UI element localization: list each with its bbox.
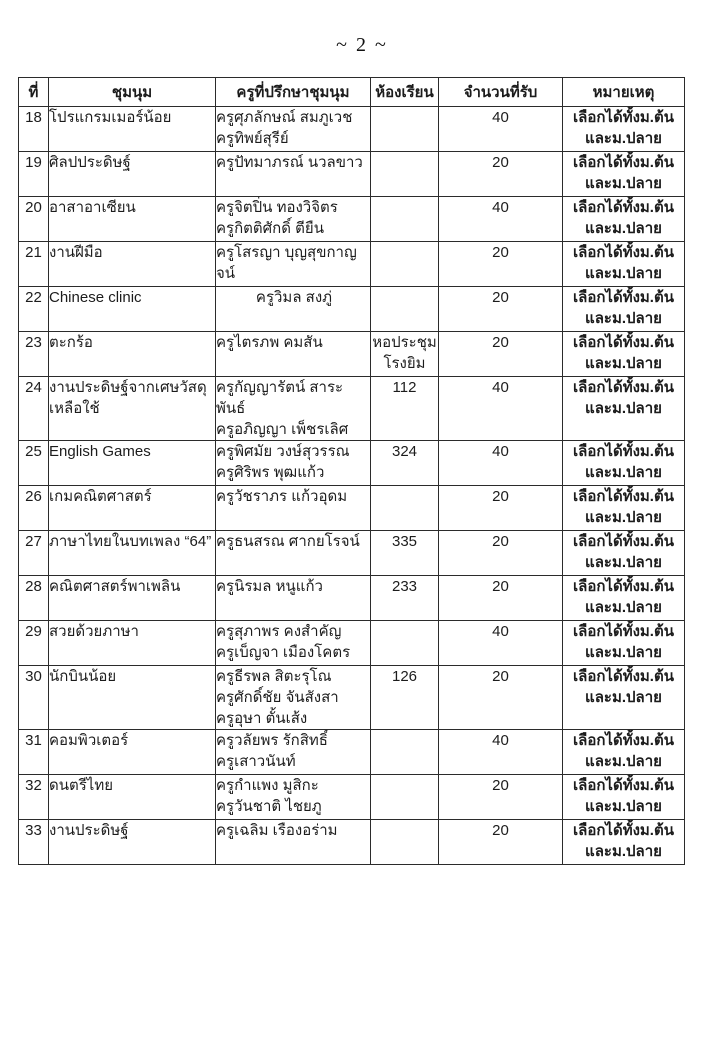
row-number-cell: 24 (19, 377, 49, 441)
table-row (19, 152, 685, 197)
advisor-teachers-cell (216, 730, 371, 775)
club-name-cell: งานฝีมือ (49, 242, 216, 287)
table-row (19, 730, 685, 775)
advisor-teachers-cell (216, 531, 371, 576)
teacher-name: ครูจิตปิ่น ทองวิจิตร (216, 199, 338, 216)
advisor-teachers-cell (216, 287, 371, 332)
remark-cell (563, 287, 685, 332)
remark-cell (563, 197, 685, 242)
remark-line: เลือกได้ทั้งม.ต้น (573, 289, 674, 306)
remark-line: เลือกได้ทั้งม.ต้น (573, 488, 674, 505)
remark-line: และม.ปลาย (585, 689, 662, 706)
table-row (19, 242, 685, 287)
row-number-cell: 28 (19, 576, 49, 621)
classroom-line: หอประชุม (372, 334, 437, 351)
remark-line: และม.ปลาย (585, 798, 662, 815)
remark-line: และม.ปลาย (585, 175, 662, 192)
remark-line: เลือกได้ทั้งม.ต้น (573, 334, 674, 351)
club-name-cell: ดนตรีไทย (49, 775, 216, 820)
row-number-cell: 23 (19, 332, 49, 377)
table-row (19, 486, 685, 531)
table-row (19, 531, 685, 576)
remark-line: และม.ปลาย (585, 130, 662, 147)
capacity-cell: 40 (439, 730, 563, 775)
remark-line: และม.ปลาย (585, 509, 662, 526)
capacity-cell: 40 (439, 197, 563, 242)
advisor-teachers-cell (216, 377, 371, 441)
table-row (19, 107, 685, 152)
table-row (19, 820, 685, 865)
row-number-cell: 33 (19, 820, 49, 865)
classroom-cell (371, 775, 439, 820)
remark-line: และม.ปลาย (585, 599, 662, 616)
row-number-cell: 22 (19, 287, 49, 332)
remark-line: และม.ปลาย (585, 843, 662, 860)
teacher-name: ครูศุภลักษณ์ สมภูเวช (216, 109, 353, 126)
advisor-teachers-cell (216, 107, 371, 152)
remark-cell (563, 107, 685, 152)
capacity-cell: 40 (439, 377, 563, 441)
teacher-name: ครูไตรภพ คมสัน (216, 334, 323, 351)
remark-cell (563, 621, 685, 666)
classroom-line: 324 (391, 443, 418, 460)
capacity-cell: 40 (439, 621, 563, 666)
table-row (19, 197, 685, 242)
advisor-teachers-cell (216, 576, 371, 621)
capacity-cell: 20 (439, 287, 563, 332)
header-classroom: ห้องเรียน (371, 78, 439, 107)
teacher-name: ครูสุภาพร คงสำคัญ (216, 623, 342, 640)
advisor-teachers-cell (216, 441, 371, 486)
teacher-name: ครูวลัยพร รักสิทธิ์ (216, 732, 328, 749)
classroom-cell (371, 287, 439, 332)
capacity-cell: 20 (439, 152, 563, 197)
remark-line: เลือกได้ทั้งม.ต้น (573, 443, 674, 460)
table-row (19, 775, 685, 820)
capacity-cell: 20 (439, 820, 563, 865)
teacher-name: ครูอภิญญา เพ็ชรเลิศ (216, 421, 349, 438)
teacher-name: ครูนิรมล หนูแก้ว (216, 578, 323, 595)
row-number-cell: 20 (19, 197, 49, 242)
table-row (19, 666, 685, 730)
header-capacity: จำนวนที่รับ (439, 78, 563, 107)
remark-line: และม.ปลาย (585, 464, 662, 481)
row-number-cell: 30 (19, 666, 49, 730)
teacher-name: ครูธนสรณ ศากยโรจน์ (216, 533, 360, 550)
advisor-teachers-cell (216, 242, 371, 287)
remark-cell (563, 730, 685, 775)
remark-line: เลือกได้ทั้งม.ต้น (573, 154, 674, 171)
classroom-line: 335 (391, 533, 418, 550)
classroom-cell (371, 441, 439, 486)
advisor-teachers-cell (216, 775, 371, 820)
remark-line: เลือกได้ทั้งม.ต้น (573, 822, 674, 839)
header-no: ที่ (19, 78, 49, 107)
club-name-cell: งานประดิษฐ์ (49, 820, 216, 865)
row-number-cell: 27 (19, 531, 49, 576)
advisor-teachers-cell (216, 152, 371, 197)
header-club: ชุมนุม (49, 78, 216, 107)
row-number-cell: 32 (19, 775, 49, 820)
remark-line: และม.ปลาย (585, 753, 662, 770)
table-row (19, 621, 685, 666)
row-number-cell: 25 (19, 441, 49, 486)
remark-line: เลือกได้ทั้งม.ต้น (573, 777, 674, 794)
capacity-cell: 20 (439, 332, 563, 377)
header-remark: หมายเหตุ (563, 78, 685, 107)
remark-cell (563, 531, 685, 576)
row-number-cell: 31 (19, 730, 49, 775)
capacity-cell: 20 (439, 531, 563, 576)
remark-cell (563, 576, 685, 621)
capacity-cell: 20 (439, 486, 563, 531)
remark-cell (563, 242, 685, 287)
table-row (19, 377, 685, 441)
table-row (19, 332, 685, 377)
teacher-name: ครูวิมล สงภู่ (255, 289, 333, 306)
club-table-body (19, 107, 685, 865)
capacity-cell: 40 (439, 107, 563, 152)
row-number-cell: 29 (19, 621, 49, 666)
teacher-name: ครูกัญญารัตน์ สาระพันธ์ (216, 379, 344, 417)
advisor-teachers-cell (216, 332, 371, 377)
page-number: ~ 2 ~ (336, 34, 388, 56)
club-name-cell: งานประดิษฐ์จากเศษวัสดุเหลือใช้ (49, 377, 216, 441)
capacity-cell: 40 (439, 441, 563, 486)
classroom-line: 112 (392, 379, 417, 396)
club-name-cell: เกมคณิตศาสตร์ (49, 486, 216, 531)
club-name-cell: ศิลปประดิษฐ์ (49, 152, 216, 197)
table-header-row (19, 78, 685, 107)
remark-cell (563, 820, 685, 865)
advisor-teachers-cell (216, 486, 371, 531)
classroom-cell (371, 486, 439, 531)
classroom-cell (371, 197, 439, 242)
header-advisor: ครูที่ปรึกษาชุมนุม (216, 78, 371, 107)
row-number-cell: 19 (19, 152, 49, 197)
remark-line: เลือกได้ทั้งม.ต้น (573, 623, 674, 640)
remark-line: เลือกได้ทั้งม.ต้น (573, 533, 674, 550)
club-name-cell: สวยด้วยภาษา (49, 621, 216, 666)
remark-line: เลือกได้ทั้งม.ต้น (573, 244, 674, 261)
remark-cell (563, 666, 685, 730)
remark-line: เลือกได้ทั้งม.ต้น (573, 109, 674, 126)
classroom-cell (371, 730, 439, 775)
club-name-cell: โปรแกรมเมอร์น้อย (49, 107, 216, 152)
advisor-teachers-cell (216, 621, 371, 666)
teacher-name: ครูพิศมัย วงษ์สุวรรณ (216, 443, 350, 460)
remark-line: เลือกได้ทั้งม.ต้น (573, 199, 674, 216)
remark-line: และม.ปลาย (585, 265, 662, 282)
club-name-cell: Chinese clinic (49, 287, 216, 332)
table-row (19, 287, 685, 332)
capacity-cell: 20 (439, 576, 563, 621)
classroom-cell (371, 666, 439, 730)
teacher-name: ครูเสาวนันท์ (216, 753, 296, 770)
classroom-cell (371, 820, 439, 865)
advisor-teachers-cell (216, 666, 371, 730)
club-name-cell: นักบินน้อย (49, 666, 216, 730)
remark-cell (563, 332, 685, 377)
remark-line: เลือกได้ทั้งม.ต้น (573, 578, 674, 595)
classroom-line: โรงยิม (383, 355, 426, 372)
table-row (19, 441, 685, 486)
teacher-name: ครูศิริพร พุฒแก้ว (216, 464, 325, 481)
classroom-cell (371, 107, 439, 152)
remark-line: เลือกได้ทั้งม.ต้น (573, 379, 674, 396)
teacher-name: ครูเฉลิม เรืองอร่าม (216, 822, 338, 839)
club-name-cell: ตะกร้อ (49, 332, 216, 377)
teacher-name: ครูเบ็ญจา เมืองโคตร (216, 644, 351, 661)
row-number-cell: 18 (19, 107, 49, 152)
remark-cell (563, 775, 685, 820)
remark-line: และม.ปลาย (585, 400, 662, 417)
remark-cell (563, 441, 685, 486)
row-number-cell: 26 (19, 486, 49, 531)
classroom-cell (371, 242, 439, 287)
teacher-name: ครูอุษา ตั้นเส้ง (216, 710, 308, 727)
club-name-cell: คณิตศาสตร์พาเพลิน (49, 576, 216, 621)
teacher-name: ครูกำแพง มูสิกะ (216, 777, 319, 794)
club-table (18, 77, 685, 865)
remark-line: และม.ปลาย (585, 644, 662, 661)
classroom-cell (371, 377, 439, 441)
club-name-cell: คอมพิวเตอร์ (49, 730, 216, 775)
teacher-name: ครูธีรพล สิตะรุโณ (216, 668, 332, 685)
table-row (19, 576, 685, 621)
remark-line: และม.ปลาย (585, 220, 662, 237)
classroom-cell (371, 531, 439, 576)
club-name-cell: English Games (49, 441, 216, 486)
capacity-cell: 20 (439, 666, 563, 730)
classroom-line: 126 (391, 668, 418, 685)
classroom-cell (371, 332, 439, 377)
club-name-cell: อาสาอาเซียน (49, 197, 216, 242)
teacher-name: ครูกิตติศักดิ์ ตียืน (216, 220, 324, 237)
capacity-cell: 20 (439, 242, 563, 287)
teacher-name: ครูวัชราภร แก้วอุดม (216, 488, 348, 505)
teacher-name: ครูทิพย์สุรีย์ (216, 130, 289, 147)
remark-line: และม.ปลาย (585, 554, 662, 571)
teacher-name: ครูศักดิ์ชัย จันสังสา (216, 689, 339, 706)
club-name-cell: ภาษาไทยในบทเพลง “64” (49, 531, 216, 576)
remark-line: และม.ปลาย (585, 310, 662, 327)
remark-cell (563, 486, 685, 531)
classroom-cell (371, 621, 439, 666)
teacher-name: ครูวันชาติ ไชยภู (216, 798, 322, 815)
remark-cell (563, 152, 685, 197)
remark-line: และม.ปลาย (585, 355, 662, 372)
remark-line: เลือกได้ทั้งม.ต้น (573, 668, 674, 685)
advisor-teachers-cell (216, 197, 371, 242)
teacher-name: ครูโสรญา บุญสุขกาญจน์ (216, 244, 357, 282)
remark-line: เลือกได้ทั้งม.ต้น (573, 732, 674, 749)
capacity-cell: 20 (439, 775, 563, 820)
remark-cell (563, 377, 685, 441)
advisor-teachers-cell (216, 820, 371, 865)
row-number-cell: 21 (19, 242, 49, 287)
classroom-cell (371, 152, 439, 197)
classroom-line: 233 (391, 578, 418, 595)
teacher-name: ครูปัทมาภรณ์ นวลขาว (216, 154, 363, 171)
classroom-cell (371, 576, 439, 621)
